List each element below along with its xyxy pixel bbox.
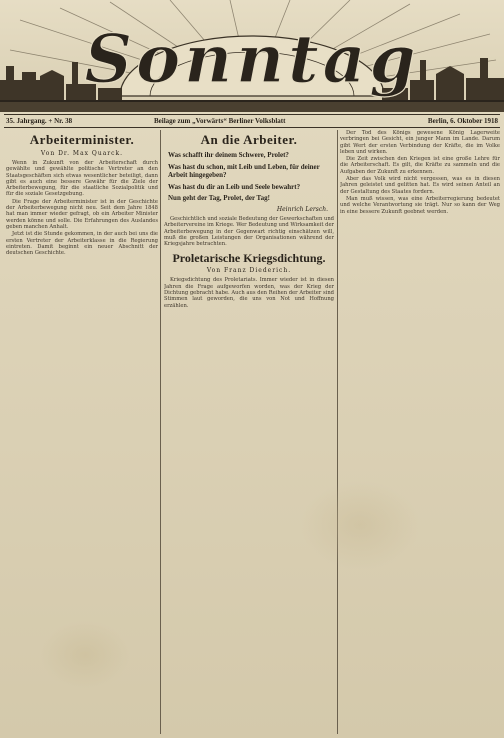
issue-date: Berlin, 6. Oktober 1918 <box>427 117 498 125</box>
article-body <box>164 216 334 247</box>
article-byline: Von Dr. Max Quarck. <box>40 150 124 157</box>
supplement-title: Beilage zum „Vorwärts“ Berliner Volksblatt <box>154 117 286 125</box>
paragraph: Kriegsdichtung des Proletariats. Immer wieder ist in diesen Jahren die Frage aufgeworfen worden, was der Krieg der Dichtung gebracht habe. Auch aus den Reihen der Arbeiter sind Stimmen laut geworden, die uns von Not und Hoffnung erzählen. <box>164 277 334 309</box>
paragraph: Die Frage der Arbeiterminister ist in der Geschichte der Arbeiterbewegung nicht neu. Seit dem Jahre 1848 hat man immer wieder gefragt, ob ein Arbeiter Minister werden könne und solle. Die Erfahrungen des Auslandes geben manchen Anhalt. <box>6 198 158 230</box>
paragraph: Die Zeit zwischen den Kriegen ist eine große Lehre für die Arbeiterschaft. Es gilt, die Kräfte zu sammeln und die Aufgaben der Zukunft zu erkennen. <box>340 156 500 175</box>
issue-number: 35. Jahrgang. + Nr. 38 <box>6 117 73 125</box>
paragraph: Wenn in Zukunft von der Arbeiterschaft durch gewählte und gewählte politische Vertreter an den Staatsgeschäften sich etwas wesentlicher beteiligt, dann gibt es auch eine bessere Gewähr für die Ziele der Arbeiterbewegung, für die staatliche Sozialpolitik und für die soziale Gesetzgebung. <box>6 160 158 198</box>
paragraph: Aber das Volk wird nicht vergessen, was es in diesen Jahren geleistet und gelitten hat. Es wird seinen Anteil an der Gestaltung des Staates fordern. <box>340 176 500 195</box>
article-body <box>164 277 334 308</box>
issue-header <box>4 114 500 128</box>
column-divider <box>337 130 338 734</box>
paragraph: Jetzt ist die Stunde gekommen, in der auch bei uns die ersten Vertreter der Arbeiterklasse in die Regierung eintreten. Damit beginnt ein neuer Abschnitt der deutschen Geschichte. <box>6 231 158 257</box>
article-body <box>340 130 500 215</box>
article-column-1 <box>6 130 158 734</box>
poem-line: Was hast du schon, mit Leib und Leben, für deiner Arbeit hingegeben? <box>168 162 320 180</box>
poem-body <box>168 151 334 203</box>
poem-line: Nun geht der Tag, Prolet, der Tag! <box>168 194 270 203</box>
poem-title: An die Arbeiter. <box>200 132 298 147</box>
paragraph: Man muß wissen, was eine Arbeiterregierung bedeutet und welche Verantwortung sie trägt. Nur so kann der Weg in eine bessere Zukunft geebnet werden. <box>340 195 500 215</box>
masthead-title: Sonntag <box>84 20 420 98</box>
article-body <box>6 160 158 256</box>
article-title: Proletarische Kriegsdichtung. <box>172 251 326 266</box>
poem-line: Was schafft ihr deinem Schwere, Prolet? <box>168 151 289 159</box>
masthead-illustration <box>0 0 504 112</box>
column-divider <box>160 130 161 734</box>
article-column-2 <box>164 130 334 734</box>
poem-signature: Heinrich Lersch. <box>276 205 328 213</box>
article-title: Arbeiterminister. <box>29 132 135 147</box>
poem-line: Was hast du dir an Leib und Seele bewahrt? <box>168 182 301 191</box>
article-column-3 <box>340 130 500 734</box>
paragraph: Der Tod des Königs gewesene König Lagerweite verbringen bei Gesicht, ein junger Mann im Lande. Darum gibt Wert der ersten Verbindung der Kräfte, die im Volke leben und wirken. <box>340 130 500 155</box>
article-byline: Von Franz Diederich. <box>206 267 292 275</box>
paragraph: Geschichtlich und soziale Bedeutung der Gewerkschaften und Arbeitervereine im Kriege. Wer Bedeutung und Wirksamkeit der Arbeiterbewegung in der Gegenwart richtig einschätzen will, muß die großen Leistungen der Organisationen während der Kriegsjahre betrachten. <box>164 215 334 248</box>
